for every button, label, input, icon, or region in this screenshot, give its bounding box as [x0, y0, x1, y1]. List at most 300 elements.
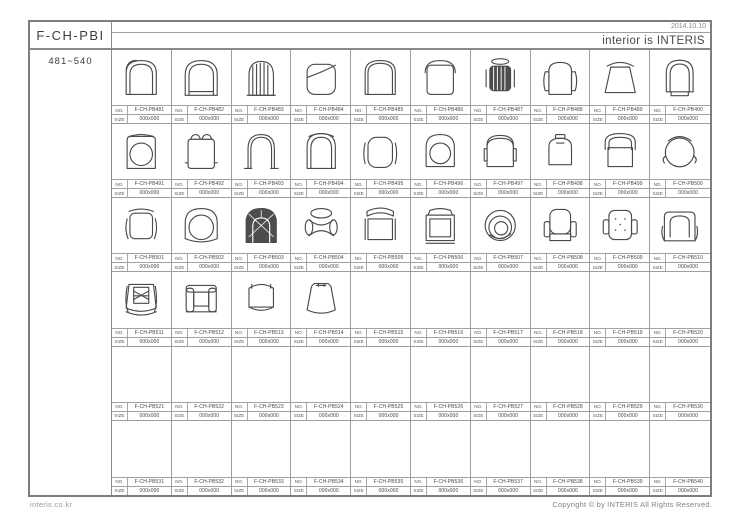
- catalog-cell: [650, 124, 710, 198]
- item-number: F-CH-PB494: [313, 181, 344, 188]
- item-number: F-CH-PB530: [673, 403, 703, 410]
- item-size: 000x000: [438, 190, 459, 197]
- label-row: [590, 477, 649, 486]
- item-size: 000x000: [617, 264, 638, 271]
- label-row: [232, 411, 291, 420]
- chair-drawing-icon: [411, 50, 470, 105]
- catalog-cell: [650, 272, 710, 346]
- empty-drawing-area: [112, 347, 171, 402]
- item-size: 000x000: [378, 116, 399, 123]
- item-number: F-CH-PB498: [553, 181, 583, 188]
- label-row: [471, 179, 530, 188]
- item-number: F-CH-PB534: [313, 478, 344, 485]
- label-row: [471, 114, 530, 123]
- label-row: [112, 114, 171, 123]
- item-size: 000x000: [378, 338, 399, 345]
- label-row: [172, 486, 231, 495]
- chair-drawing-icon: [411, 198, 470, 253]
- no-label: NO.: [172, 254, 188, 262]
- label-row: [291, 105, 350, 114]
- size-label: SIZE: [590, 487, 606, 495]
- no-label: NO.: [650, 106, 666, 114]
- size-label: SIZE: [351, 263, 367, 271]
- catalog-cell: [351, 124, 411, 198]
- item-size: 000x000: [139, 264, 160, 271]
- no-label: NO.: [291, 254, 307, 262]
- item-number: F-CH-PB535: [373, 478, 404, 485]
- chair-drawing-icon: [172, 50, 231, 105]
- no-label: NO.: [232, 254, 248, 262]
- label-row: [590, 328, 649, 337]
- size-label: SIZE: [650, 115, 666, 123]
- item-size: 000x000: [678, 264, 699, 271]
- item-size: 000x000: [617, 116, 638, 123]
- chair-drawing-icon: [590, 198, 649, 253]
- empty-drawing-area: [232, 347, 291, 402]
- label-row: [590, 188, 649, 197]
- item-number: F-CH-PB499: [612, 181, 643, 188]
- size-label: SIZE: [172, 487, 188, 495]
- item-number: F-CH-PB538: [553, 478, 583, 485]
- label-row: [172, 253, 231, 262]
- item-number: F-CH-PB492: [194, 181, 224, 188]
- no-label: NO.: [411, 403, 427, 411]
- label-row: [411, 411, 470, 420]
- label-row: [291, 179, 350, 188]
- item-size: 000x000: [199, 116, 220, 123]
- no-label: NO.: [232, 478, 248, 486]
- chair-drawing-icon: [351, 124, 410, 179]
- no-label: NO.: [411, 329, 427, 337]
- catalog-cell: [291, 198, 351, 272]
- item-size: 000x000: [498, 487, 519, 494]
- label-row: [411, 477, 470, 486]
- size-label: SIZE: [291, 115, 307, 123]
- label-row: [411, 114, 470, 123]
- label-row: [531, 179, 590, 188]
- range-label: 481~540: [30, 50, 112, 495]
- catalog-cell: [112, 50, 172, 124]
- item-size: 000x000: [378, 264, 399, 271]
- item-size: 000x000: [259, 116, 279, 123]
- item-number: F-CH-PB511: [134, 329, 165, 336]
- size-label: SIZE: [291, 338, 307, 346]
- item-number: F-CH-PB488: [553, 107, 583, 114]
- label-row: [531, 105, 590, 114]
- no-label: NO.: [531, 403, 547, 411]
- no-label: NO.: [351, 254, 367, 262]
- size-label: SIZE: [650, 412, 666, 420]
- catalog-cell: [471, 272, 531, 346]
- empty-drawing-area: [411, 421, 470, 477]
- size-label: SIZE: [232, 338, 248, 346]
- size-label: SIZE: [411, 115, 427, 123]
- label-row: [112, 262, 171, 271]
- item-size: 000x000: [498, 338, 519, 345]
- catalog-cell: [232, 421, 292, 495]
- size-label: SIZE: [232, 412, 248, 420]
- label-row: [411, 253, 470, 262]
- catalog-cell: [531, 272, 591, 346]
- empty-drawing-area: [471, 421, 530, 477]
- catalog-cell: [531, 198, 591, 272]
- label-row: [531, 114, 590, 123]
- no-label: NO.: [411, 478, 427, 486]
- catalog-cell: [590, 198, 650, 272]
- catalog-cell: [112, 124, 172, 198]
- item-size: 000x000: [199, 190, 220, 197]
- empty-drawing-area: [112, 421, 171, 477]
- no-label: NO.: [590, 329, 606, 337]
- item-number: F-CH-PB508: [553, 255, 583, 262]
- item-size: 000x000: [318, 487, 339, 494]
- size-label: SIZE: [351, 412, 367, 420]
- label-row: [471, 411, 530, 420]
- label-row: [112, 486, 171, 495]
- size-label: SIZE: [232, 115, 248, 123]
- item-size: 000x000: [259, 487, 279, 494]
- label-row: [531, 188, 590, 197]
- item-number: F-CH-PB517: [493, 329, 523, 336]
- chair-drawing-icon: [112, 272, 171, 327]
- item-size: 000x000: [558, 116, 578, 123]
- size-label: SIZE: [531, 189, 547, 197]
- catalog-cell: [232, 50, 292, 124]
- no-label: NO.: [291, 180, 307, 188]
- catalog-cell: [411, 198, 471, 272]
- size-label: SIZE: [411, 487, 427, 495]
- label-row: [172, 114, 231, 123]
- label-row: [232, 477, 291, 486]
- item-number: F-CH-PB504: [313, 255, 344, 262]
- chair-drawing-icon: [650, 198, 710, 253]
- item-size: 000x000: [378, 412, 399, 419]
- label-row: [650, 253, 710, 262]
- no-label: NO.: [291, 403, 307, 411]
- empty-drawing-area: [531, 347, 590, 402]
- item-number: F-CH-PB515: [373, 329, 404, 336]
- size-label: SIZE: [531, 412, 547, 420]
- size-label: SIZE: [172, 338, 188, 346]
- no-label: NO.: [351, 180, 367, 188]
- no-label: NO.: [590, 403, 606, 411]
- no-label: NO.: [650, 180, 666, 188]
- size-label: SIZE: [471, 189, 487, 197]
- item-size: 000x000: [617, 190, 638, 197]
- label-row: [172, 328, 231, 337]
- catalog-cell: [531, 347, 591, 421]
- size-label: SIZE: [411, 412, 427, 420]
- item-number: F-CH-PB522: [194, 403, 224, 410]
- size-label: SIZE: [291, 412, 307, 420]
- catalog-cell: [291, 272, 351, 346]
- no-label: NO.: [471, 106, 487, 114]
- label-row: [471, 188, 530, 197]
- item-size: 000x000: [498, 412, 519, 419]
- item-number: F-CH-PB490: [673, 107, 703, 114]
- empty-drawing-area: [172, 421, 231, 477]
- no-label: NO.: [471, 180, 487, 188]
- chair-drawing-icon: [531, 124, 590, 179]
- item-number: F-CH-PB531: [134, 478, 165, 485]
- size-label: SIZE: [351, 338, 367, 346]
- item-number: F-CH-PB486: [433, 107, 464, 114]
- label-row: [112, 411, 171, 420]
- size-label: SIZE: [172, 189, 188, 197]
- item-number: F-CH-PB532: [194, 478, 224, 485]
- item-number: F-CH-PB525: [373, 403, 404, 410]
- label-row: [471, 105, 530, 114]
- no-label: NO.: [650, 403, 666, 411]
- item-size: 000x000: [438, 487, 459, 494]
- item-number: F-CH-PB484: [313, 107, 344, 114]
- size-label: SIZE: [112, 115, 128, 123]
- label-row: [351, 477, 410, 486]
- item-size: 000x000: [617, 338, 638, 345]
- label-row: [531, 253, 590, 262]
- size-label: SIZE: [471, 115, 487, 123]
- item-size: 000x000: [259, 338, 279, 345]
- size-label: SIZE: [112, 263, 128, 271]
- size-label: SIZE: [411, 338, 427, 346]
- label-row: [112, 188, 171, 197]
- catalog-cell: [411, 421, 471, 495]
- label-row: [172, 477, 231, 486]
- label-row: [172, 262, 231, 271]
- chair-drawing-icon: [650, 50, 710, 105]
- no-label: NO.: [590, 180, 606, 188]
- label-row: [172, 105, 231, 114]
- item-size: 000x000: [199, 264, 220, 271]
- catalog-cell: [351, 421, 411, 495]
- item-number: F-CH-PB523: [254, 403, 284, 410]
- chair-drawing-icon: [291, 272, 350, 327]
- label-row: [232, 328, 291, 337]
- empty-drawing-area: [531, 421, 590, 477]
- item-size: 000x000: [558, 264, 578, 271]
- item-size: 000x000: [259, 190, 279, 197]
- label-row: [650, 477, 710, 486]
- label-row: [232, 262, 291, 271]
- catalog-cell: [112, 421, 172, 495]
- no-label: NO.: [172, 180, 188, 188]
- label-row: [471, 262, 530, 271]
- item-size: 000x000: [139, 487, 160, 494]
- no-label: NO.: [471, 478, 487, 486]
- catalog-cell: [471, 347, 531, 421]
- item-size: 000x000: [558, 190, 578, 197]
- chair-drawing-icon: [112, 198, 171, 253]
- size-label: SIZE: [471, 338, 487, 346]
- label-row: [172, 179, 231, 188]
- no-label: NO.: [172, 106, 188, 114]
- catalog-cell: [590, 421, 650, 495]
- empty-drawing-area: [590, 347, 649, 402]
- no-label: NO.: [232, 329, 248, 337]
- size-label: SIZE: [650, 338, 666, 346]
- item-size: 000x000: [139, 338, 160, 345]
- label-row: [531, 337, 590, 346]
- label-row: [112, 477, 171, 486]
- label-row: [232, 402, 291, 411]
- item-number: F-CH-PB520: [673, 329, 703, 336]
- chair-drawing-icon: [471, 50, 530, 105]
- catalog-sheet: [28, 20, 712, 497]
- catalog-cell: [471, 198, 531, 272]
- catalog-cell: [471, 124, 531, 198]
- item-number: F-CH-PB537: [493, 478, 523, 485]
- size-label: SIZE: [650, 487, 666, 495]
- size-label: SIZE: [471, 487, 487, 495]
- catalog-cell: [112, 347, 172, 421]
- label-row: [112, 328, 171, 337]
- no-label: NO.: [112, 403, 128, 411]
- catalog-cell: [411, 124, 471, 198]
- label-row: [351, 411, 410, 420]
- no-label: NO.: [291, 329, 307, 337]
- catalog-cell: [232, 272, 292, 346]
- item-size: 000x000: [438, 412, 459, 419]
- label-row: [112, 337, 171, 346]
- item-number: F-CH-PB539: [612, 478, 643, 485]
- catalog-cell: [411, 272, 471, 346]
- label-row: [650, 105, 710, 114]
- item-number: F-CH-PB540: [673, 478, 703, 485]
- label-row: [232, 253, 291, 262]
- item-number: F-CH-PB500: [673, 181, 703, 188]
- item-number: F-CH-PB485: [373, 107, 404, 114]
- item-number: F-CH-PB527: [493, 403, 523, 410]
- label-row: [172, 188, 231, 197]
- item-number: F-CH-PB526: [433, 403, 464, 410]
- catalog-cell: [471, 421, 531, 495]
- catalog-cell: [411, 347, 471, 421]
- catalog-cell: [291, 124, 351, 198]
- label-row: [411, 188, 470, 197]
- label-row: [590, 337, 649, 346]
- item-number: F-CH-PB497: [493, 181, 523, 188]
- item-size: 000x000: [498, 190, 519, 197]
- label-row: [650, 411, 710, 420]
- no-label: NO.: [112, 478, 128, 486]
- size-label: SIZE: [590, 115, 606, 123]
- label-row: [590, 253, 649, 262]
- no-label: NO.: [351, 403, 367, 411]
- label-row: [411, 402, 470, 411]
- item-size: 000x000: [558, 338, 578, 345]
- label-row: [351, 253, 410, 262]
- item-size: 000x000: [318, 116, 339, 123]
- label-row: [531, 262, 590, 271]
- size-label: SIZE: [291, 189, 307, 197]
- empty-drawing-area: [411, 272, 470, 327]
- no-label: NO.: [590, 478, 606, 486]
- empty-drawing-area: [650, 272, 710, 327]
- no-label: NO.: [351, 478, 367, 486]
- size-label: SIZE: [112, 338, 128, 346]
- size-label: SIZE: [590, 338, 606, 346]
- size-label: SIZE: [650, 189, 666, 197]
- no-label: NO.: [232, 106, 248, 114]
- item-size: 000x000: [378, 190, 399, 197]
- size-label: SIZE: [351, 487, 367, 495]
- no-label: NO.: [291, 106, 307, 114]
- size-label: SIZE: [650, 263, 666, 271]
- no-label: NO.: [112, 180, 128, 188]
- item-number: F-CH-PB528: [553, 403, 583, 410]
- chair-drawing-icon: [172, 124, 231, 179]
- item-number: F-CH-PB521: [134, 403, 165, 410]
- label-row: [351, 486, 410, 495]
- item-size: 000x000: [139, 190, 160, 197]
- item-size: 000x000: [259, 264, 279, 271]
- brand-title: interior is INTERIS: [602, 34, 705, 47]
- no-label: NO.: [112, 106, 128, 114]
- item-number: F-CH-PB506: [433, 255, 464, 262]
- label-row: [590, 411, 649, 420]
- item-size: 000x000: [498, 116, 519, 123]
- no-label: NO.: [411, 254, 427, 262]
- chair-drawing-icon: [590, 50, 649, 105]
- chair-drawing-icon: [232, 272, 291, 327]
- sheet-body: [30, 50, 710, 495]
- item-size: 000x000: [318, 338, 339, 345]
- size-label: SIZE: [411, 189, 427, 197]
- size-label: SIZE: [232, 189, 248, 197]
- label-row: [232, 179, 291, 188]
- label-row: [112, 402, 171, 411]
- catalog-cell: [650, 421, 710, 495]
- item-number: F-CH-PB495: [373, 181, 404, 188]
- item-number: F-CH-PB483: [254, 107, 284, 114]
- size-label: SIZE: [112, 189, 128, 197]
- label-row: [172, 402, 231, 411]
- label-row: [531, 402, 590, 411]
- chair-drawing-icon: [351, 198, 410, 253]
- catalog-cell: [531, 421, 591, 495]
- item-size: 000x000: [558, 487, 578, 494]
- item-number: F-CH-PB529: [612, 403, 643, 410]
- label-row: [351, 328, 410, 337]
- item-number: F-CH-PB501: [134, 255, 165, 262]
- label-row: [590, 114, 649, 123]
- item-size: 000x000: [139, 412, 160, 419]
- size-label: SIZE: [531, 338, 547, 346]
- label-row: [531, 477, 590, 486]
- item-size: 000x000: [498, 264, 519, 271]
- no-label: NO.: [531, 478, 547, 486]
- no-label: NO.: [471, 329, 487, 337]
- no-label: NO.: [650, 254, 666, 262]
- label-row: [650, 402, 710, 411]
- size-label: SIZE: [232, 263, 248, 271]
- item-size: 000x000: [438, 264, 459, 271]
- item-number: F-CH-PB503: [254, 255, 284, 262]
- no-label: NO.: [351, 329, 367, 337]
- label-row: [590, 486, 649, 495]
- label-row: [291, 486, 350, 495]
- label-row: [471, 328, 530, 337]
- item-number: F-CH-PB493: [254, 181, 284, 188]
- chair-drawing-icon: [112, 50, 171, 105]
- catalog-cell: [650, 198, 710, 272]
- no-label: NO.: [232, 180, 248, 188]
- catalog-cell: [351, 198, 411, 272]
- label-row: [590, 179, 649, 188]
- label-row: [531, 411, 590, 420]
- label-row: [471, 402, 530, 411]
- label-row: [471, 486, 530, 495]
